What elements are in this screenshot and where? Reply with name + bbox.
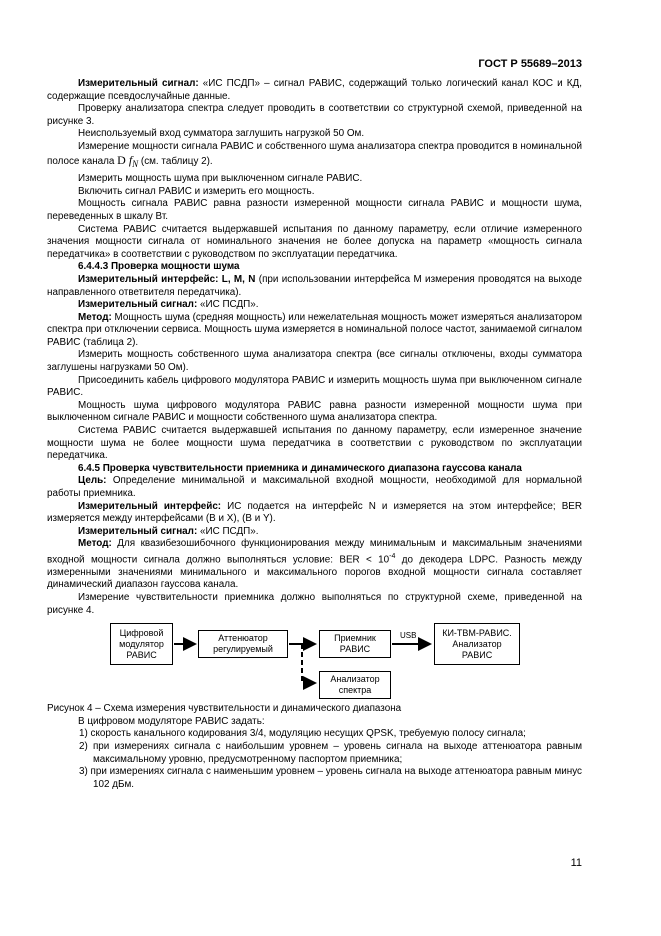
paragraph: Измерить мощность шума при выключенном сигнале РАВИС. <box>78 173 363 185</box>
paragraph: Система РАВИС считается выдержавшей испытания по данному параметру, если отличие измеренного значения мощности сигнала от номинального значения не более допуска на параметр «мощность сигнала передатчика» в соответствии с руководством по эксплуатации передатчика. <box>47 223 582 260</box>
receiver-box: Приемник РАВИС <box>319 630 391 658</box>
paragraph <box>47 78 582 103</box>
paragraph: Мощность шума цифрового модулятора РАВИС равна разности измеренной мощности шума при выключенном сигнале РАВИС и мощности собственного шума анализатора спектра. <box>47 399 582 424</box>
list-item: 2) при измерениях сигнала с наибольшим уровнем – уровень сигнала на выходе аттенюатора равным максимальному уровню, предусмотренному паспортом приемника; <box>79 741 582 765</box>
formula-subscript: N <box>132 158 139 169</box>
document-header: ГОСТ Р 55689–2013 <box>478 58 582 70</box>
paragraph <box>47 299 582 312</box>
paragraph: Система РАВИС считается выдержавшей испытания по данному параметру, если измеренное значение мощности шума не более мощности шума передатчика в соответствии с руководством по эксплуатации передатчика. <box>47 425 582 462</box>
term-lead: Измерительный сигнал: <box>78 78 199 89</box>
paragraph: Включить сигнал РАВИС и измерить его мощность. <box>78 185 315 197</box>
paragraph-text: Для квазибезошибочного функционирования между минимальным и максимальным значениями входной мощности сигнала должно выполняться условие: BER < 10 <box>47 538 582 566</box>
attenuator-box: Аттенюатор регулируемый <box>198 630 288 658</box>
analyzer-ravis-box: КИ-ТВМ-РАВИС. Анализатор РАВИС <box>434 623 520 665</box>
paragraph: Неиспользуемый вход сумматора заглушить нагрузкой 50 Ом. <box>78 128 365 140</box>
paragraph <box>47 538 582 592</box>
paragraph: Присоединить кабель цифрового модулятора РАВИС и измерить мощность шума при выключенном сигнале РАВИС. <box>47 374 582 399</box>
term-lead: Измерительный интерфейс: <box>78 500 222 512</box>
section-heading: 6.4.4.3 Проверка мощности шума <box>78 261 240 273</box>
bandwidth-formula <box>117 153 138 167</box>
paragraph-text: (см. таблицу 2). <box>138 155 213 167</box>
term-lead: Метод: <box>78 311 112 323</box>
list-item: 1) скорость канального кодирования 3/4, модуляцию несущих QPSK, требуемую полосу сигнала; <box>79 728 526 740</box>
term-lead: Цель: <box>78 475 107 487</box>
digital-modulator-box: Цифровой модулятор РАВИС <box>110 623 173 665</box>
usb-label: USB <box>400 631 417 641</box>
dashed-branch <box>302 644 315 683</box>
term-lead: Измерительный сигнал: <box>78 299 198 311</box>
paragraph-text: Мощность шума (средняя мощность) или нежелательная мощность может измеряться анализатором спектра при отключении сервиса. Мощность шума измеряется в номинальной полосе частот, занимаемой сигналом РАВИС (таблица 2). <box>47 311 582 348</box>
page-body <box>47 78 582 791</box>
paragraph: Проверку анализатора спектра следует проводить в соответствии со структурной схемой, приведенной на рисунке 3. <box>47 103 582 127</box>
block-diagram <box>47 623 582 701</box>
paragraph: Мощность сигнала РАВИС равна разности измеренной мощности сигнала РАВИС и мощности шума, переведенных в шкалу Вт. <box>47 198 582 222</box>
formula-f: f <box>128 152 133 167</box>
term-lead: Измерительный сигнал: <box>78 525 198 537</box>
paragraph <box>47 526 582 539</box>
paragraph <box>47 501 582 526</box>
paragraph: Измерение чувствительности приемника должно выполняться по структурной схеме, приведенной на рисунке 4. <box>47 592 582 616</box>
formula-delta: D <box>117 152 126 167</box>
paragraph-text: «ИС ПСДП». <box>197 299 259 311</box>
spectrum-analyzer-box: Анализатор спектра <box>319 671 391 699</box>
paragraph-text: до декодера LDPC. Разность между измеренными значениями минимального и максимального порогов входной мощности сигнала составляет динамический диапазон гауссова канала. <box>47 554 582 591</box>
paragraph-text: Определение минимальной и максимальной входной мощности, необходимой для нормальной работы приемника. <box>47 475 582 499</box>
exponent: -4 <box>389 552 396 560</box>
page-number: 11 <box>570 857 582 869</box>
paragraph-text: «ИС ПСДП». <box>197 525 259 537</box>
term-lead: Метод: <box>78 538 112 550</box>
paragraph <box>47 475 582 500</box>
paragraph <box>47 312 582 350</box>
term-lead: Измерительный интерфейс: L, M, N <box>78 273 256 285</box>
paragraph-text: (при использовании интерфейса М измерения проводятся на выходе направленного ответвителя передатчика). <box>47 273 582 298</box>
paragraph: Измерить мощность собственного шума анализатора спектра (все сигналы отключены, входы сумматора заглушены нагрузками 50 Ом). <box>47 349 582 374</box>
paragraph-text: ИС подается на интерфейс N и измеряется на этом интерфейсе; BER измеряется между интерфейсами (B и X), (B и Y). <box>47 500 582 525</box>
paragraph <box>47 274 582 299</box>
paragraph-text: Измерение мощности сигнала РАВИС и собственного шума анализатора спектра проводится в номинальной полосе канала <box>47 140 582 167</box>
paragraph-text: «ИС ПСДП» – сигнал РАВИС, содержащий только логический канал КОС и КД, содержащие псевдослучайные данные. <box>47 78 582 102</box>
figure-caption: Рисунок 4 – Схема измерения чувствительности и динамического диапазона <box>47 703 402 715</box>
list-item: 3) при измерениях сигнала с наименьшим уровнем – уровень сигнала на выходе аттенюатора равным минус 102 дБм. <box>79 766 582 790</box>
paragraph <box>47 141 582 170</box>
list-intro: В цифровом модуляторе РАВИС задать: <box>78 715 265 727</box>
section-heading: 6.4.5 Проверка чувствительности приемника и динамического диапазона гауссова канала <box>78 462 522 474</box>
